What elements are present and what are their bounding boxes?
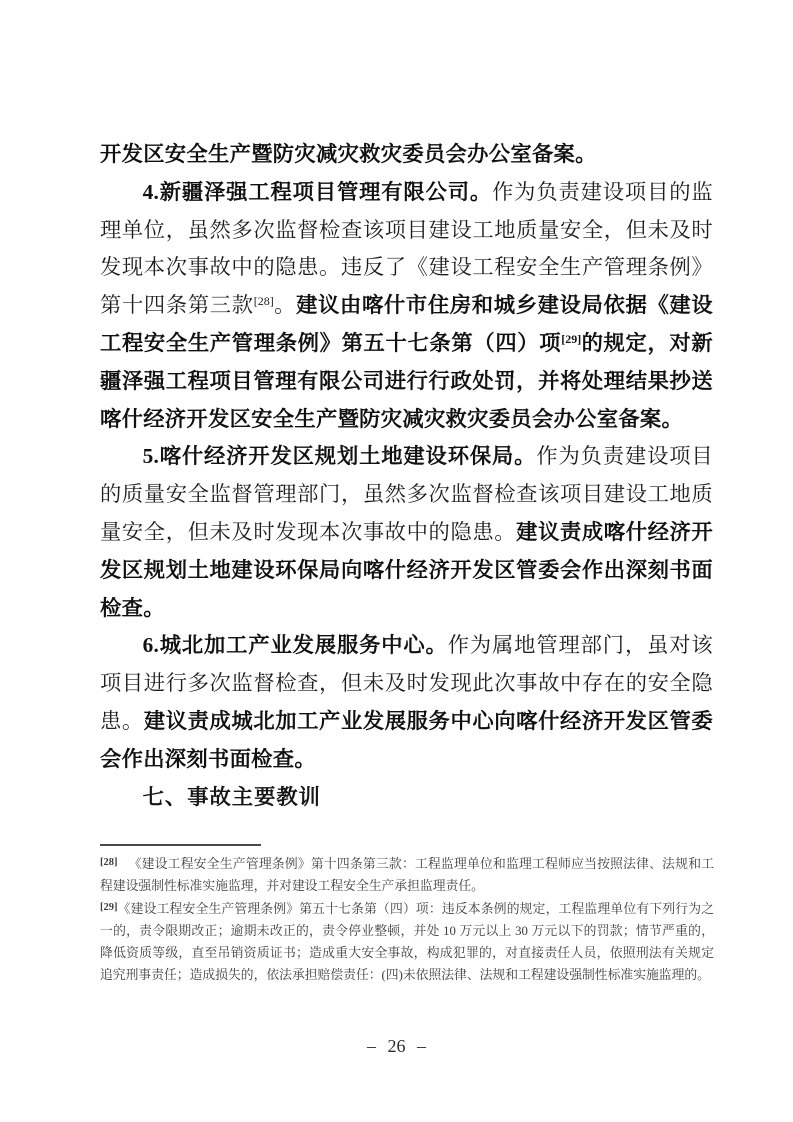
paragraph-4-body-1: 作为负责建设项目的监理单位，虽然多次监督检查该项目建设工地质量安全，但未及时发现本次事故中的隐患。违反了《建设工程安全生产管理条例》第十四条第三款 (100, 179, 713, 318)
footnote-29-marker: [29] (100, 902, 118, 913)
page-number: – 26 – (367, 1036, 426, 1056)
paragraph-5-recommendation: 建议责成喀什经济开发区规划土地建设环保局向喀什经济开发区管委会作出深刻书面检查。 (100, 519, 713, 620)
paragraph-6-body: 作为属地管理部门，虽对该项目进行多次监督检查，但未及时发现此次事故中存在的安全隐患。 (100, 633, 713, 733)
paragraph-4-recommendation-2: 的规定，对新疆泽强工程项目管理有限公司进行行政处罚，并将处理结果抄送喀什经济开发区安全生产暨防灾减灾救灾委员会办公室备案。 (100, 330, 713, 431)
footnote-separator (100, 844, 261, 846)
document-body (100, 136, 713, 816)
section-heading: 七、事故主要教训 (142, 784, 321, 809)
footnote-ref-28: [28] (253, 294, 274, 309)
paragraph-6-recommendation: 建议责成城北加工产业发展服务中心向喀什经济开发区管委会作出深刻书面检查。 (100, 708, 713, 771)
footnote-28 (100, 852, 714, 897)
paragraph-continuation (100, 136, 713, 174)
footnote-28-text: 《建设工程安全生产管理条例》第十四条第三款：工程监理单位和监理工程师应当按照法律、法规和工程建设强制性标准实施监理，并对建设工程安全生产承担监理责任。 (100, 857, 714, 893)
footnote-ref-29: [29] (561, 331, 582, 346)
paragraph-5-body: 作为负责建设项目的质量安全监督管理部门，虽然多次监督检查该项目建设工地质量安全，但未及时发现本次事故中的隐患。 (100, 444, 713, 544)
paragraph-4-body-2: 。 (273, 293, 297, 318)
paragraph-4 (100, 174, 713, 439)
paragraph-5-org-heading: 5.喀什经济开发区规划土地建设环保局。 (142, 444, 537, 469)
paragraph-6 (100, 627, 713, 778)
paragraph-4-recommendation-1: 建议由喀什市住房和城乡建设局依据《建设工程安全生产管理条例》第五十七条第（四）项 (100, 293, 713, 355)
footnote-29-text: 《建设工程安全生产管理条例》第五十七条第（四）项：违反本条例的规定，工程监理单位有下列行为之一的，责令限期改正；逾期未改正的，责令停业整顿，并处 10 万元以上 30 万元以下的罚款；情节严重的，降低资质等级，直至吊销资质证书；造成重大安全事故，构成犯罪的，对直接责任人员，依照刑法有关规定追究刑事责任；造成损失的，依法承担赔偿责任：(四)未依照法律、法规和工程建设强制性标准实施监理的。 (100, 902, 714, 982)
footnotes-area (100, 852, 714, 986)
paragraph-6-org-heading: 6.城北加工产业发展服务中心。 (142, 633, 448, 658)
continuation-text: 开发区安全生产暨防灾减灾救灾委员会办公室备案。 (100, 142, 597, 166)
paragraph-4-org-heading: 4.新疆泽强工程项目管理有限公司。 (142, 179, 493, 204)
paragraph-5 (100, 438, 713, 627)
footnote-28-marker: [28] (100, 857, 118, 868)
footnote-29 (100, 897, 714, 986)
